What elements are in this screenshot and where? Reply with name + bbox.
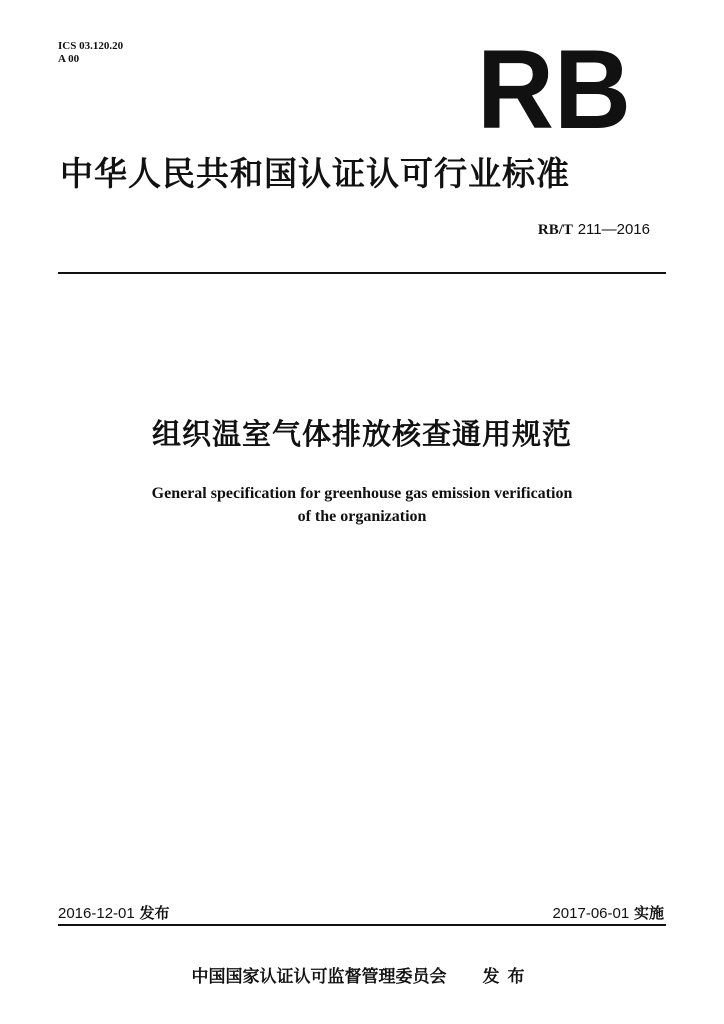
- document-title-english: [0, 482, 724, 528]
- document-title-chinese: 组织温室气体排放核查通用规范: [151, 417, 572, 451]
- standard-category-title: 中华人民共和国认证认可行业标准: [60, 154, 570, 193]
- issue-label: 发布: [139, 904, 170, 922]
- standard-number-value: 211—2016: [577, 221, 650, 238]
- publisher-block: [0, 962, 724, 987]
- implementation-date-block: [552, 902, 664, 923]
- rb-logo: [474, 42, 634, 132]
- ics-code: ICS 03.120.20: [58, 40, 124, 52]
- publisher-name: 中国国家认证认可监督管理委员会: [191, 967, 447, 987]
- english-title-line-1: General specification for greenhouse gas emission verification: [151, 485, 573, 502]
- standard-number: [538, 220, 650, 239]
- publisher-action: 发布: [482, 967, 533, 987]
- implementation-label: 实施: [633, 904, 664, 922]
- implementation-date: 2017-06-01: [552, 905, 630, 922]
- rb-logo-text: RB: [477, 42, 631, 132]
- english-title-line-2: of the organization: [297, 508, 427, 525]
- classification-codes: [58, 40, 123, 66]
- issue-date-block: [58, 902, 170, 923]
- top-divider: [58, 272, 666, 274]
- standard-number-prefix: RB/T: [537, 222, 573, 238]
- issue-date: 2016-12-01: [58, 905, 135, 922]
- bottom-divider: [58, 924, 666, 926]
- ccs-code: A 00: [58, 53, 80, 65]
